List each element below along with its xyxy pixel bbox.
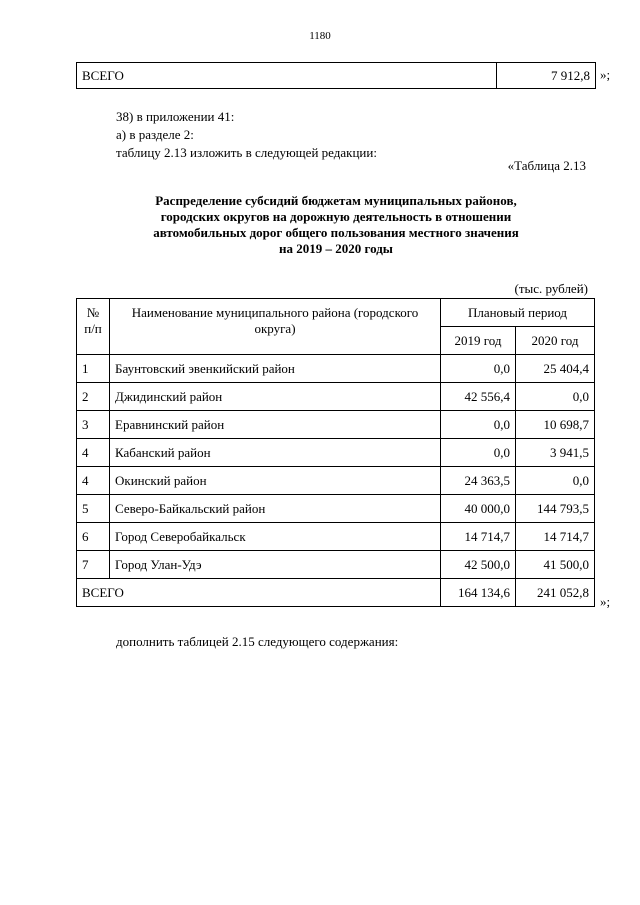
row-2019: 24 363,5	[441, 467, 516, 495]
row-2019: 0,0	[441, 439, 516, 467]
table-row	[77, 495, 595, 523]
table-row	[77, 383, 595, 411]
row-number: 2	[77, 383, 110, 411]
row-number: 3	[77, 411, 110, 439]
row-2020: 144 793,5	[516, 495, 595, 523]
total-row-2019: 164 134,6	[441, 579, 516, 607]
header-name: Наименование муниципального района (городского округа)	[110, 299, 441, 355]
row-2019: 14 714,7	[441, 523, 516, 551]
paragraph-line: а) в разделе 2:	[116, 127, 194, 142]
row-number: 4	[77, 467, 110, 495]
row-2020: 10 698,7	[516, 411, 595, 439]
page-number: 1180	[309, 30, 331, 42]
header-number: № п/п	[77, 299, 110, 355]
row-2019: 42 556,4	[441, 383, 516, 411]
total-summary-table	[76, 62, 596, 89]
row-name: Город Северобайкальск	[110, 523, 441, 551]
row-name: Джидинский район	[110, 383, 441, 411]
closing-quote: »;	[600, 67, 611, 82]
row-name: Баунтовский эвенкийский район	[110, 355, 441, 383]
table-row	[77, 411, 595, 439]
title-line: на 2019 – 2020 годы	[279, 241, 393, 256]
total-row-label: ВСЕГО	[77, 579, 441, 607]
title-line: городских округов на дорожную деятельность в отношении	[160, 209, 512, 224]
row-2020: 0,0	[516, 383, 595, 411]
row-name: Еравнинский район	[110, 411, 441, 439]
header-2020: 2020 год	[516, 327, 595, 355]
title-line: автомобильных дорог общего пользования местного значения	[153, 225, 519, 240]
row-number: 1	[77, 355, 110, 383]
header-2019: 2019 год	[441, 327, 516, 355]
title-line: Распределение субсидий бюджетам муниципальных районов,	[155, 193, 517, 208]
subsidy-table	[76, 298, 595, 607]
row-2020: 41 500,0	[516, 551, 595, 579]
row-number: 7	[77, 551, 110, 579]
table-row	[77, 439, 595, 467]
table-caption: «Таблица 2.13	[507, 158, 586, 173]
table-row	[77, 355, 595, 383]
paragraph-line: 38) в приложении 41:	[116, 109, 235, 124]
row-name: Кабанский район	[110, 439, 441, 467]
row-2020: 25 404,4	[516, 355, 595, 383]
row-2020: 14 714,7	[516, 523, 595, 551]
row-name: Северо-Байкальский район	[110, 495, 441, 523]
row-2020: 3 941,5	[516, 439, 595, 467]
table-row	[77, 551, 595, 579]
header-period: Плановый период	[441, 299, 595, 327]
row-number: 6	[77, 523, 110, 551]
row-2019: 0,0	[441, 355, 516, 383]
total-row-2020: 241 052,8	[516, 579, 595, 607]
total-value: 7 912,8	[497, 63, 596, 89]
total-label: ВСЕГО	[77, 63, 497, 89]
row-name: Город Улан-Удэ	[110, 551, 441, 579]
table-row	[77, 467, 595, 495]
row-2020: 0,0	[516, 467, 595, 495]
paragraph-line: таблицу 2.13 изложить в следующей редакции:	[116, 145, 377, 160]
footer-text: дополнить таблицей 2.15 следующего содержания:	[116, 634, 399, 649]
table-row	[77, 523, 595, 551]
row-number: 5	[77, 495, 110, 523]
row-2019: 0,0	[441, 411, 516, 439]
closing-quote: »;	[600, 594, 611, 609]
total-row	[77, 579, 595, 607]
row-number: 4	[77, 439, 110, 467]
row-2019: 40 000,0	[441, 495, 516, 523]
units-label: (тыс. рублей)	[514, 281, 588, 296]
row-name: Окинский район	[110, 467, 441, 495]
row-2019: 42 500,0	[441, 551, 516, 579]
table-title	[76, 193, 596, 257]
